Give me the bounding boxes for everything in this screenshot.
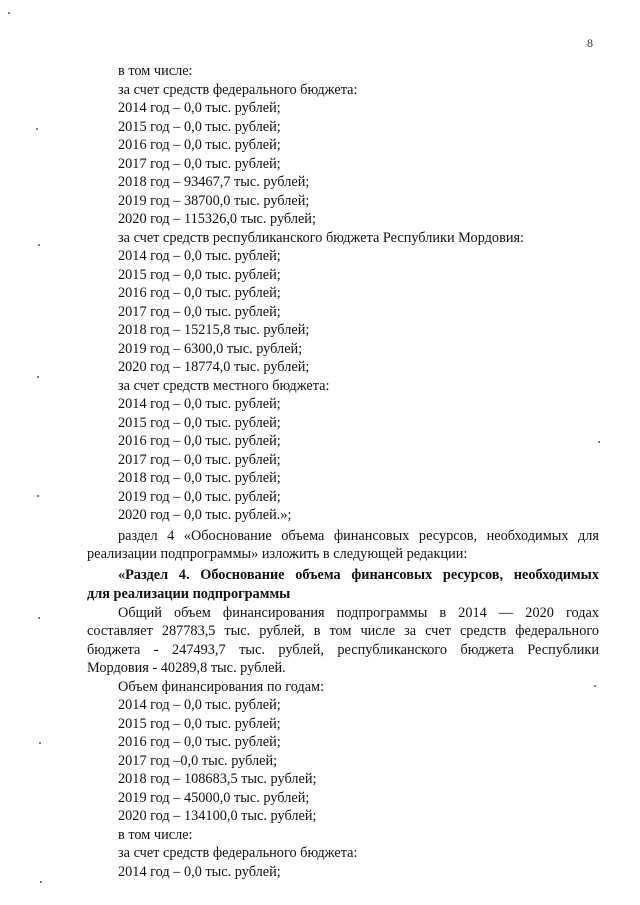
text-line: за счет средств республиканского бюджета Республики Мордовия:: [118, 230, 525, 246]
text-line: 2016 год – 0,0 тыс. рублей;: [118, 433, 281, 449]
text-line: 2015 год – 0,0 тыс. рублей;: [118, 119, 281, 135]
scan-speck: [40, 881, 42, 883]
text-line: 2017 год – 0,0 тыс. рублей;: [118, 452, 281, 468]
text-line: 2015 год – 0,0 тыс. рублей;: [118, 415, 281, 431]
text-line: 2020 год – 18774,0 тыс. рублей;: [118, 359, 310, 375]
text-line: 2016 год – 0,0 тыс. рублей;: [118, 285, 281, 301]
scan-speck: [594, 685, 596, 687]
text-line: 2019 год – 38700,0 тыс. рублей;: [118, 193, 310, 209]
by-year-item: 2015 год – 0,0 тыс. рублей;: [118, 716, 281, 732]
text-line: 2014 год – 0,0 тыс. рублей;: [118, 100, 281, 116]
text-line: 2014 год – 0,0 тыс. рублей;: [118, 248, 281, 264]
by-year-item: 2018 год – 108683,5 тыс. рублей;: [118, 771, 317, 787]
text-line: 2014 год – 0,0 тыс. рублей;: [118, 864, 281, 880]
by-year-item: 2017 год –0,0 тыс. рублей;: [118, 753, 278, 769]
text-line: 2017 год – 0,0 тыс. рублей;: [118, 304, 281, 320]
scan-speck: [38, 244, 40, 246]
text-line: 2016 год – 0,0 тыс. рублей;: [118, 137, 281, 153]
by-year-item: 2016 год – 0,0 тыс. рублей;: [118, 734, 281, 750]
by-year-item: 2019 год – 45000,0 тыс. рублей;: [118, 790, 310, 806]
text-line: за счет средств федерального бюджета:: [118, 82, 358, 98]
scan-speck: [8, 12, 10, 14]
page-number: 8: [587, 36, 593, 50]
section-heading: для реализации подпрограммы: [87, 586, 291, 602]
text-line: за счет средств федерального бюджета:: [118, 845, 358, 861]
scan-speck: [37, 495, 39, 497]
text-line: 2019 год – 6300,0 тыс. рублей;: [118, 341, 303, 357]
text-line: 2018 год – 15215,8 тыс. рублей;: [118, 322, 310, 338]
text-line: 2018 год – 0,0 тыс. рублей;: [118, 470, 281, 486]
section-intro-line: реализации подпрограммы» изложить в следующей редакции:: [87, 546, 468, 562]
text-line: в том числе:: [118, 63, 193, 79]
summary-line: Общий объем финансирования подпрограммы в 2014 — 2020 годах: [118, 605, 599, 621]
scan-speck: [38, 617, 40, 619]
by-year-title: Объем финансирования по годам:: [118, 679, 325, 695]
text-line: 2018 год – 93467,7 тыс. рублей;: [118, 174, 310, 190]
text-line: в том числе:: [118, 827, 193, 843]
scan-speck: [37, 376, 39, 378]
scan-speck: [36, 128, 38, 130]
section-heading: «Раздел 4. Обоснование объема финансовых ресурсов, необходимых: [118, 567, 599, 583]
text-line: 2020 год – 0,0 тыс. рублей.»;: [118, 507, 292, 523]
text-line: 2020 год – 115326,0 тыс. рублей;: [118, 211, 316, 227]
by-year-item: 2014 год – 0,0 тыс. рублей;: [118, 697, 281, 713]
scan-speck: [39, 742, 41, 744]
summary-line: Мордовия - 40289,8 тыс. рублей.: [87, 660, 286, 676]
summary-line: бюджета - 247493,7 тыс. рублей, республиканского бюджета Республики: [87, 642, 599, 658]
by-year-item: 2020 год – 134100,0 тыс. рублей;: [118, 808, 317, 824]
text-line: 2014 год – 0,0 тыс. рублей;: [118, 396, 281, 412]
text-line: 2017 год – 0,0 тыс. рублей;: [118, 156, 281, 172]
text-line: 2015 год – 0,0 тыс. рублей;: [118, 267, 281, 283]
text-line: 2019 год – 0,0 тыс. рублей;: [118, 489, 281, 505]
section-intro-line: раздел 4 «Обоснование объема финансовых ресурсов, необходимых для: [118, 528, 599, 544]
summary-line: составляет 287783,5 тыс. рублей, в том числе за счет средств федерального: [87, 623, 599, 639]
scan-speck: [598, 441, 600, 443]
text-line: за счет средств местного бюджета:: [118, 378, 330, 394]
